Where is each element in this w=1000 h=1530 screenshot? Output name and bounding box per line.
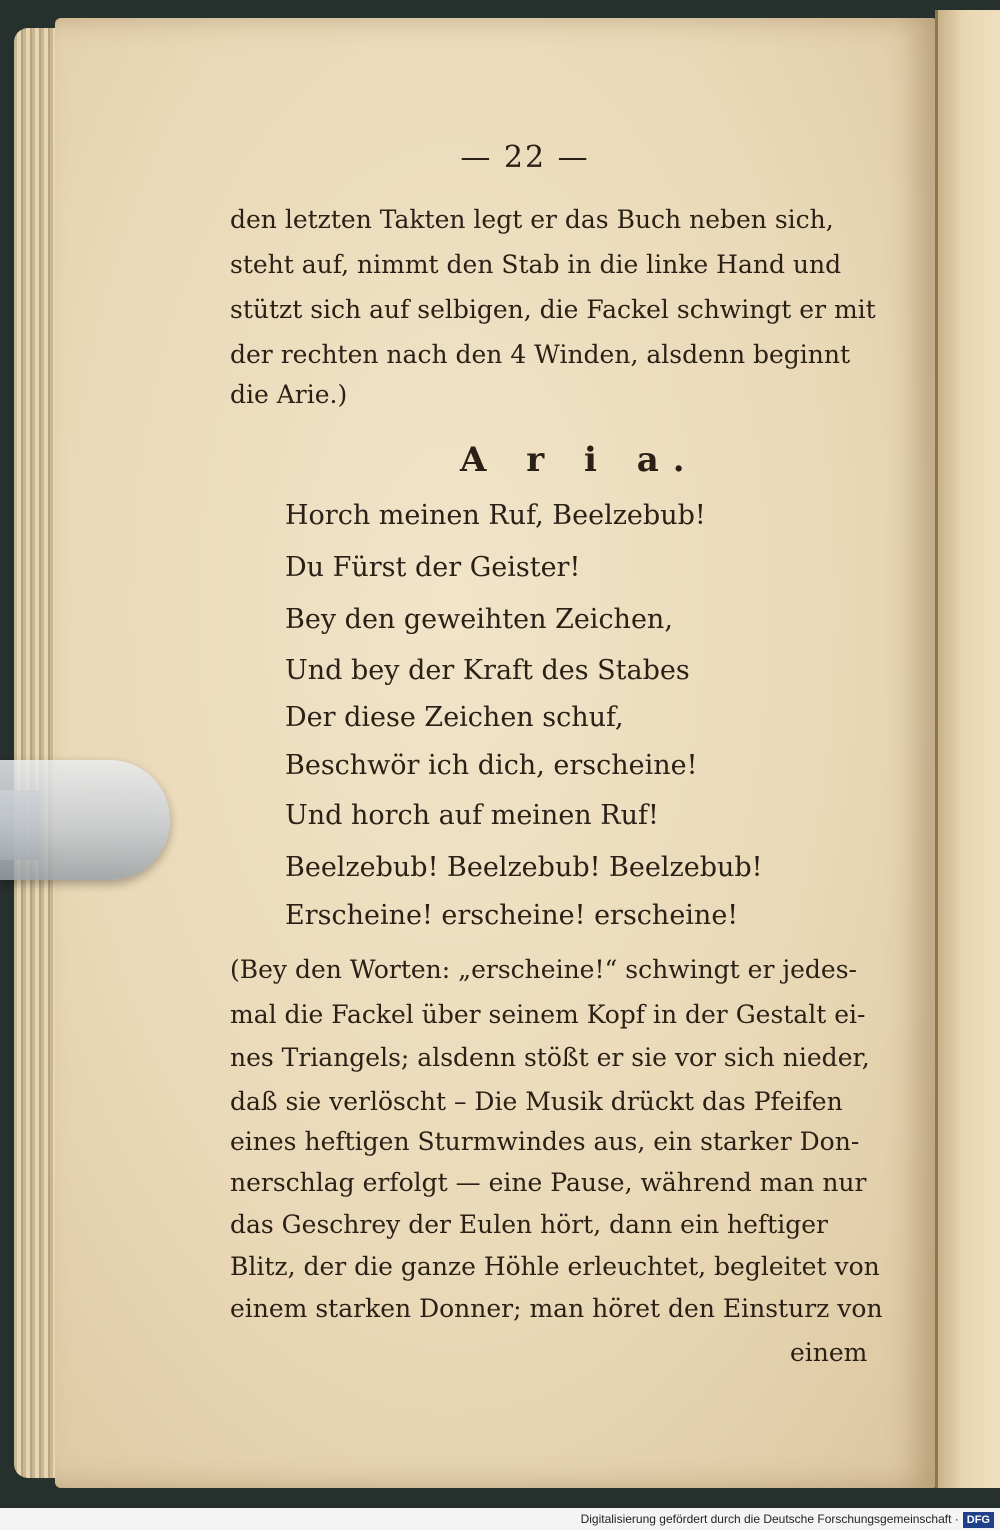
prose-line: die Arie.)	[230, 380, 348, 409]
facing-page-edge	[935, 10, 1000, 1488]
prose-line: Blitz, der die ganze Höhle erleuchtet, begleitet von	[230, 1252, 880, 1281]
prose-line: steht auf, nimmt den Stab in die linke Hand und	[230, 250, 842, 279]
prose-line: nes Triangels; alsdenn stößt er sie vor sich nieder,	[230, 1043, 870, 1072]
verse-line: Erscheine! erscheine! erscheine!	[285, 900, 739, 931]
footer-text: Digitalisierung gefördert durch die Deutsche Forschungsgemeinschaft ·	[580, 1512, 959, 1526]
prose-line: (Bey den Worten: „erscheine!“ schwingt er jedes-	[230, 955, 857, 984]
prose-line: das Geschrey der Eulen hört, dann ein heftiger	[230, 1210, 828, 1239]
prose-line: einem starken Donner; man höret den Einsturz von	[230, 1294, 883, 1323]
verse-line: Beelzebub! Beelzebub! Beelzebub!	[285, 852, 763, 883]
prose-line: daß sie verlöscht – Die Musik drückt das Pfeifen	[230, 1087, 843, 1116]
prose-line: eines heftigen Sturmwindes aus, ein starker Don-	[230, 1127, 860, 1156]
catchword: einem	[790, 1338, 868, 1367]
prose-line: nerschlag erfolgt — eine Pause, während man nur	[230, 1168, 867, 1197]
verse-line: Und bey der Kraft des Stabes	[285, 655, 690, 686]
prose-line: mal die Fackel über seinem Kopf in der Gestalt ei-	[230, 1000, 866, 1029]
page-number: — 22 —	[460, 140, 590, 175]
prose-line: der rechten nach den 4 Winden, alsdenn beginnt	[230, 340, 851, 369]
verse-line: Der diese Zeichen schuf,	[285, 702, 624, 733]
prose-line: stützt sich auf selbigen, die Fackel schwingt er mit	[230, 295, 876, 324]
aria-heading: A r i a.	[460, 440, 699, 480]
dfg-logo[interactable]: DFG	[963, 1512, 994, 1528]
footer-bar	[0, 1508, 1000, 1530]
prose-line: den letzten Takten legt er das Buch neben sich,	[230, 205, 834, 234]
verse-line: Und horch auf meinen Ruf!	[285, 800, 659, 831]
page-clip	[0, 760, 170, 880]
verse-line: Bey den geweihten Zeichen,	[285, 604, 673, 635]
verse-line: Du Fürst der Geister!	[285, 552, 581, 583]
verse-line: Beschwör ich dich, erscheine!	[285, 750, 698, 781]
verse-line: Horch meinen Ruf, Beelzebub!	[285, 500, 706, 531]
